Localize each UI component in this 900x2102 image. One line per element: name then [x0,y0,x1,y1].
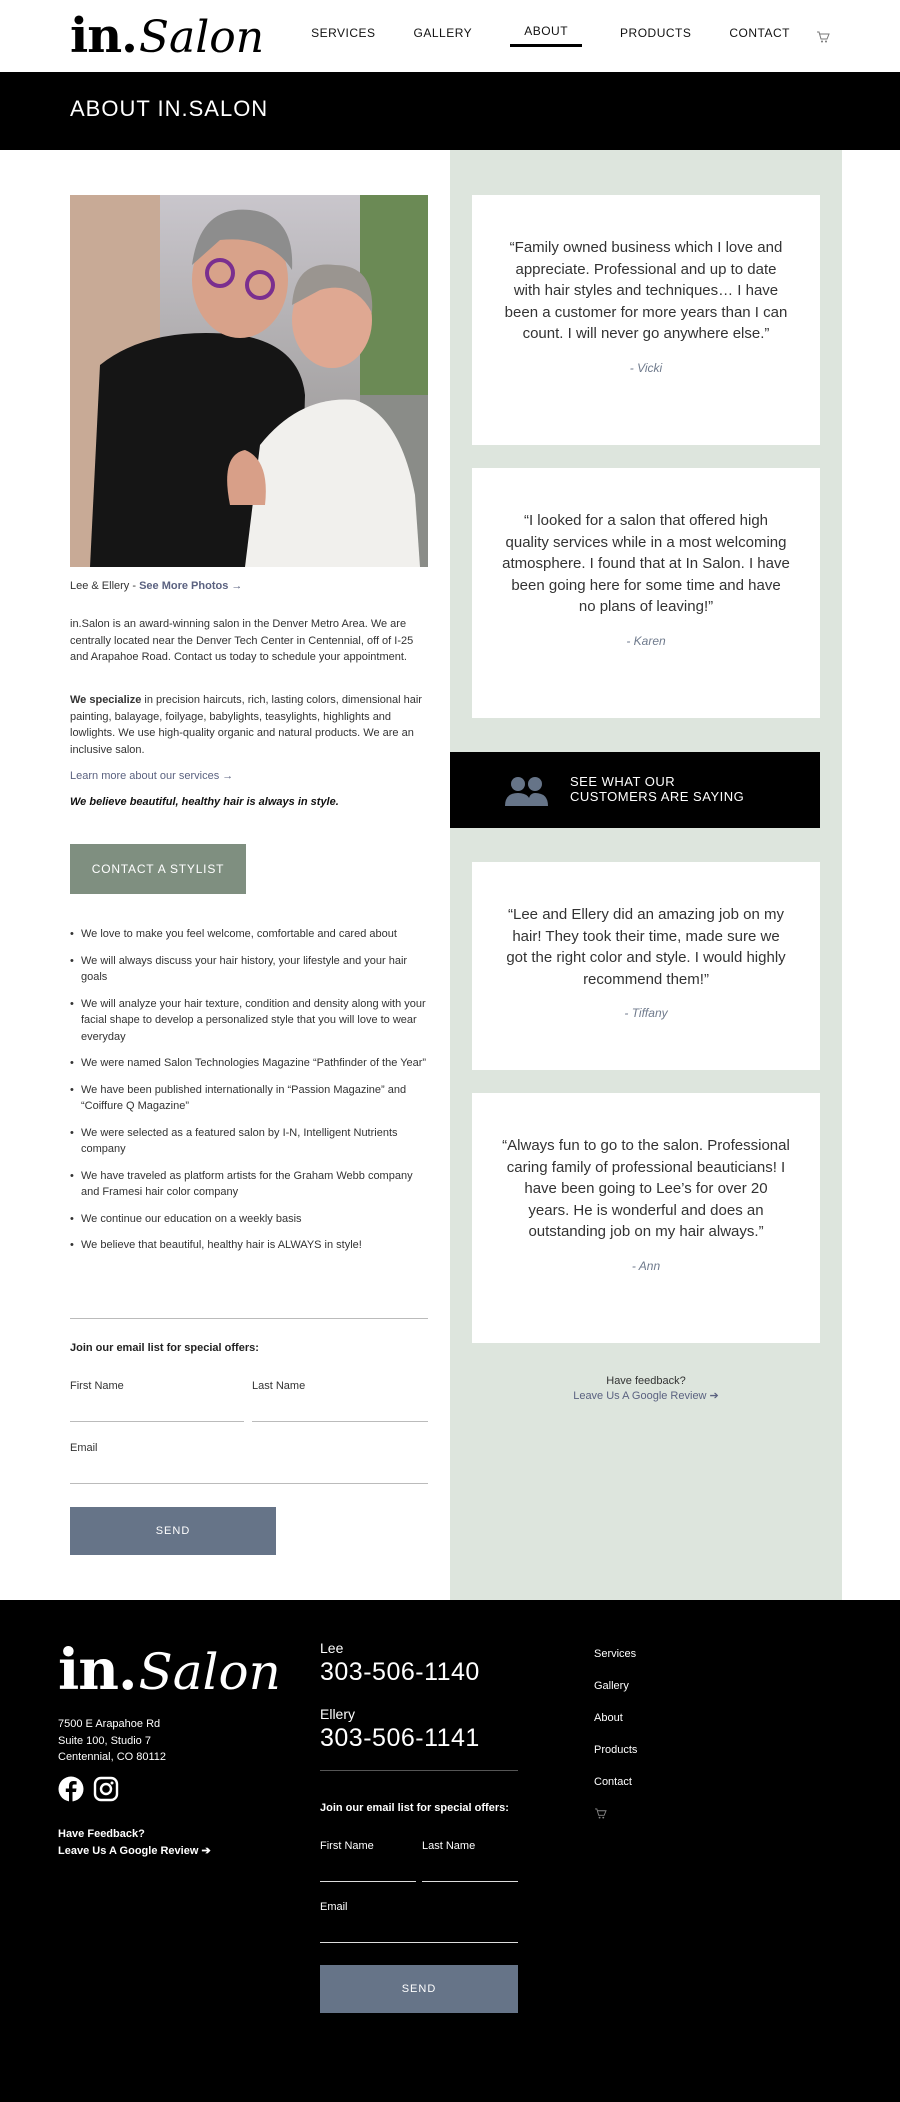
see-what-line1: SEE WHAT OUR [570,774,676,789]
feedback-question: Have feedback? [606,1375,686,1387]
logo-in: in. [70,8,137,64]
main-nav [273,24,830,47]
testimonial-quote: “Family owned business which I love and appreciate. Professional and up to date with hair styles and techniques… I have been a customer for more years than I can count. I will never go anywhere else.” [504,239,788,342]
list-item: • We were named Salon Technologies Magazine “Pathfinder of the Year” [70,1055,428,1072]
features-list [70,926,428,1264]
list-item: • We continue our education on a weekly basis [70,1211,428,1228]
list-item: • We will analyze your hair texture, condition and density along with your facial shape to develop a personalized style that you will love to wear everyday [70,996,428,1046]
testimonial-author: - Ann [631,1258,661,1273]
footer-nav [594,1648,637,1840]
nav-about[interactable]: ABOUT [510,24,582,47]
caption-names: Lee & Ellery - [70,580,140,592]
list-item: • We will always discuss your hair history, your lifestyle and your hair goals [70,953,428,986]
testimonial-card [472,1093,820,1343]
address-line: Centennial, CO 80112 [58,1751,167,1763]
nav-contact[interactable]: CONTACT [729,25,790,40]
nav-products[interactable]: PRODUCTS [620,25,692,40]
list-item: • We were selected as a featured salon by I-N, Intelligent Nutrients company [70,1125,428,1158]
list-item: • We have traveled as platform artists for the Graham Webb company and Framesi hair color company [70,1168,428,1201]
nav-gallery[interactable]: GALLERY [413,25,473,40]
footer-nav-about[interactable]: About [594,1712,623,1724]
see-more-photos-link[interactable]: See More Photos → [139,580,243,592]
nav-services[interactable]: SERVICES [311,25,376,40]
list-item: • We love to make you feel welcome, comfortable and cared about [70,926,428,943]
footer-first-name-field[interactable] [320,1881,416,1882]
footer-logo-salon: Salon [138,1643,281,1701]
send-button[interactable]: SEND [70,1507,276,1555]
footer-address [58,1716,166,1766]
first-name-label: First Name [70,1380,124,1392]
testimonial-author: - Vicki [629,360,663,375]
list-item: • We believe that beautiful, healthy hair is ALWAYS in style! [70,1237,428,1254]
social-links [58,1776,128,1802]
footer-last-name-label: Last Name [422,1840,476,1852]
testimonial-quote: “I looked for a salon that offered high quality services while in a most welcoming atmosphere. I found that at In Salon. I have been going here for some time and have no plans of leaving!” [502,512,790,615]
list-item: • We have been published internationally in “Passion Magazine” and “Coiffure Q Magazine” [70,1082,428,1115]
footer-email-form-title: Join our email list for special offers: [320,1802,509,1814]
testimonial-quote: “Lee and Ellery did an amazing job on my hair! They took their time, made sure we got the right color and style. I would highly recommend them!” [506,906,786,988]
contact-stylist-button[interactable]: CONTACT A STYLIST [70,844,246,894]
footer-divider [320,1770,518,1771]
page-title: ABOUT IN.SALON [70,96,269,121]
see-what-line2: CUSTOMERS ARE SAYING [570,789,745,804]
belief-statement: We believe beautiful, healthy hair is always in style. [70,796,339,808]
contact-phone[interactable]: 303-506-1140 [320,1658,480,1686]
email-field[interactable] [70,1483,428,1484]
footer-feedback-question: Have Feedback? [58,1828,145,1840]
footer-logo[interactable] [58,1638,281,1704]
footer-send-button[interactable]: SEND [320,1965,518,2013]
footer-nav-products[interactable]: Products [594,1744,638,1756]
footer-google-review-link[interactable]: Leave Us A Google Review ➔ [58,1844,211,1857]
owners-photo [70,195,428,567]
testimonial-card [472,862,820,1070]
specialize-text: in precision haircuts, rich, lasting colors, dimensional hair painting, balayage, foilyage, babylights, teasylights, highlights and lowlights. We use high-quality organic and natural products. We are an inclusive salon. [70,694,422,756]
footer-email-label: Email [320,1901,348,1913]
site-header [0,0,900,72]
email-form-title: Join our email list for special offers: [70,1342,259,1354]
footer-logo-in: in. [58,1637,137,1703]
site-logo[interactable] [70,8,264,64]
site-footer [0,1600,900,2102]
see-what-text [570,774,744,804]
contact-phone[interactable]: 303-506-1141 [320,1724,480,1752]
footer-last-name-field[interactable] [422,1881,518,1882]
about-specialize [70,692,428,758]
about-intro: in.Salon is an award-winning salon in the Denver Metro Area. We are centrally located near the Denver Tech Center in Centennial, off of I-25 and Arapahoe Road. Contact us today to schedule your appointment. [70,618,414,663]
divider [70,1318,428,1319]
cart-icon[interactable] [816,30,830,42]
testimonial-card [472,195,820,445]
feedback-block [450,1374,842,1404]
people-icon [504,776,548,806]
footer-first-name-label: First Name [320,1840,374,1852]
last-name-label: Last Name [252,1380,306,1392]
email-label: Email [70,1442,98,1454]
address-line: 7500 E Arapahoe Rd [58,1718,161,1730]
testimonial-quote: “Always fun to go to the salon. Professional caring family of professional beauticians! I have been going to Lee’s for over 20 years. He is wonderful and does an outstanding job on my hair always.” [502,1137,790,1240]
footer-nav-contact[interactable]: Contact [594,1776,632,1788]
first-name-field[interactable] [70,1421,244,1422]
footer-feedback [58,1826,211,1859]
specialize-bold: We specialize [70,694,142,706]
photo-caption [70,580,242,592]
contact-name: Ellery [320,1706,356,1722]
footer-cart-icon[interactable] [594,1808,607,1819]
facebook-icon[interactable] [58,1776,84,1802]
see-what-customers-banner [450,752,820,828]
learn-more-services-link[interactable]: Learn more about our services → [70,770,234,782]
logo-salon: Salon [138,12,265,63]
google-review-link[interactable]: Leave Us A Google Review ➔ [573,1390,719,1402]
testimonial-author: - Tiffany [624,1006,668,1020]
page-title-bar [0,72,900,150]
footer-nav-services[interactable]: Services [594,1648,637,1660]
testimonial-author: - Karen [626,633,666,648]
footer-email-field[interactable] [320,1942,518,1943]
instagram-icon[interactable] [93,1776,119,1802]
testimonial-card [472,468,820,718]
contact-name: Lee [320,1640,344,1656]
footer-nav-gallery[interactable]: Gallery [594,1680,629,1692]
address-line: Suite 100, Studio 7 [58,1734,151,1747]
last-name-field[interactable] [252,1421,428,1422]
